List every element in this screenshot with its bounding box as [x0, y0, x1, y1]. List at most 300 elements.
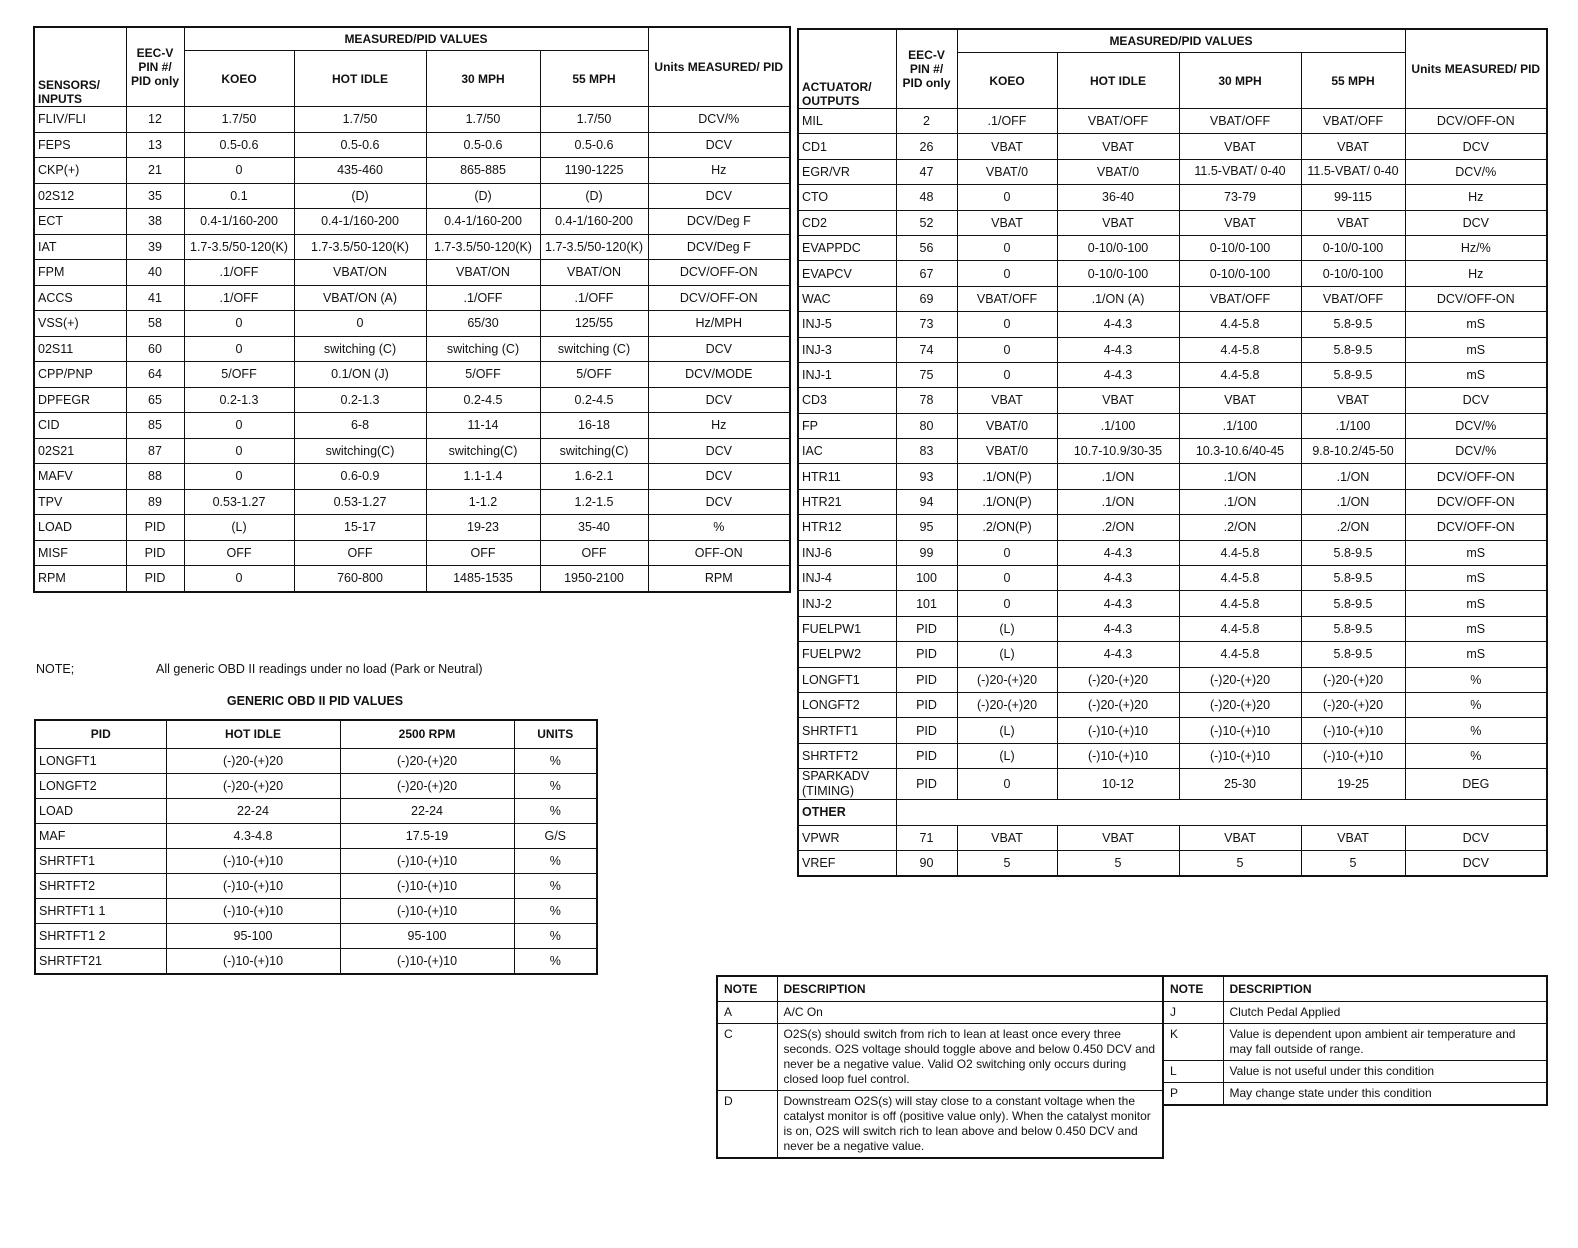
sensor-value: 760-800	[294, 566, 426, 592]
actuator-value: 5.8-9.5	[1301, 337, 1405, 362]
sensor-value: switching (C)	[540, 336, 648, 362]
actuator-value: VBAT/0	[1057, 159, 1179, 184]
actuator-value: VBAT	[1057, 388, 1179, 413]
actuator-value: 4-4.3	[1057, 540, 1179, 565]
actuator-value: 5.8-9.5	[1301, 642, 1405, 667]
actuator-value: 4-4.3	[1057, 337, 1179, 362]
actuator-value: 0	[957, 769, 1057, 800]
note-row	[1163, 1002, 1547, 1024]
actuator-value: 4.4-5.8	[1179, 616, 1301, 641]
table-row	[798, 743, 1547, 768]
sensor-name: 02S11	[34, 336, 126, 362]
actuator-value: VBAT/0	[957, 413, 1057, 438]
actuator-value: (L)	[957, 642, 1057, 667]
actuator-value: 0	[957, 337, 1057, 362]
generic-value: (-)20-(+)20	[166, 773, 340, 798]
sensor-value: 1.7-3.5/50-120(K)	[426, 234, 540, 260]
table-row	[798, 464, 1547, 489]
actuator-value: DCV/OFF-ON	[1405, 515, 1547, 540]
generic-value: %	[514, 848, 597, 873]
generic-pid-name: SHRTFT21	[35, 948, 166, 974]
table-row	[35, 848, 597, 873]
actuator-value: 10-12	[1057, 769, 1179, 800]
actuators-header-units: Units MEASURED/ PID	[1405, 29, 1547, 109]
actuator-value: 5.8-9.5	[1301, 616, 1405, 641]
actuator-value: (-)10-(+)10	[1057, 743, 1179, 768]
sensor-value: 1485-1535	[426, 566, 540, 592]
table-row	[798, 159, 1547, 184]
generic-value: %	[514, 773, 597, 798]
generic-value: %	[514, 948, 597, 974]
table-row	[35, 898, 597, 923]
actuator-value: Hz	[1405, 261, 1547, 286]
actuator-name: INJ-3	[798, 337, 896, 362]
sensor-value: 0.53-1.27	[184, 489, 294, 515]
actuator-value: DCV/OFF-ON	[1405, 464, 1547, 489]
actuator-value: 48	[896, 185, 957, 210]
sensor-value: 1.6-2.1	[540, 464, 648, 490]
actuator-name: SHRTFT1	[798, 718, 896, 743]
actuator-name: EVAPPDC	[798, 235, 896, 260]
actuator-value: %	[1405, 743, 1547, 768]
notes-table-right	[1162, 975, 1548, 1106]
sensor-value: 85	[126, 413, 184, 439]
sensor-value: 40	[126, 260, 184, 286]
generic-value: 95-100	[166, 923, 340, 948]
sensors-header-group: MEASURED/PID VALUES	[184, 27, 648, 51]
sensor-value: DCV/%	[648, 107, 790, 133]
sensor-value: (L)	[184, 515, 294, 541]
sensor-value: PID	[126, 566, 184, 592]
actuator-value: %	[1405, 718, 1547, 743]
note-row	[1163, 1083, 1547, 1106]
actuator-value: DCV/%	[1405, 439, 1547, 464]
note-description: Value is dependent upon ambient air temperature and may fall outside of range.	[1223, 1024, 1547, 1061]
table-row	[798, 109, 1547, 134]
generic-value: %	[514, 898, 597, 923]
sensor-name: MISF	[34, 540, 126, 566]
actuators-header-pin: EEC-V PIN #/ PID only	[896, 29, 957, 109]
actuator-value: DCV/OFF-ON	[1405, 286, 1547, 311]
actuator-value: mS	[1405, 362, 1547, 387]
sensor-value: 12	[126, 107, 184, 133]
table-row	[798, 362, 1547, 387]
sensor-value: DCV/OFF-ON	[648, 285, 790, 311]
actuator-value: 4.4-5.8	[1179, 566, 1301, 591]
actuator-value: (-)10-(+)10	[1301, 743, 1405, 768]
notes-left-header-note: NOTE	[717, 976, 777, 1002]
sensor-value: switching(C)	[426, 438, 540, 464]
table-row	[798, 185, 1547, 210]
table-row	[798, 540, 1547, 565]
generic-value: 22-24	[340, 798, 514, 823]
actuator-value: 10.7-10.9/30-35	[1057, 439, 1179, 464]
actuator-value: 5.8-9.5	[1301, 362, 1405, 387]
table-row	[798, 616, 1547, 641]
generic-header-row	[35, 720, 597, 748]
sensor-value: .1/OFF	[184, 285, 294, 311]
table-row	[35, 748, 597, 773]
actuator-value: mS	[1405, 312, 1547, 337]
sensor-value: .1/OFF	[540, 285, 648, 311]
actuator-value: 0	[957, 540, 1057, 565]
actuator-value: 4-4.3	[1057, 362, 1179, 387]
actuator-value: 75	[896, 362, 957, 387]
actuator-value: VBAT	[1301, 134, 1405, 159]
table-row	[798, 591, 1547, 616]
table-row	[34, 540, 790, 566]
note-description: O2S(s) should switch from rich to lean at least once every three seconds. O2S voltage should toggle above and below 0.450 DCV and never be a negative value. Valid O2 switching only occurs during closed loop fuel control.	[777, 1024, 1163, 1091]
note-description: May change state under this condition	[1223, 1083, 1547, 1106]
sensor-value: 0.2-4.5	[540, 387, 648, 413]
sensor-value: 0	[294, 311, 426, 337]
actuator-value: 0	[957, 312, 1057, 337]
sensor-value: 1-1.2	[426, 489, 540, 515]
note-description: Value is not useful under this condition	[1223, 1061, 1547, 1083]
sensor-value: 0.4-1/160-200	[426, 209, 540, 235]
actuator-value: .1/OFF	[957, 109, 1057, 134]
generic-value: (-)20-(+)20	[166, 748, 340, 773]
sensor-value: 38	[126, 209, 184, 235]
table-row	[34, 107, 790, 133]
actuator-value: .1/100	[1057, 413, 1179, 438]
actuator-value: PID	[896, 718, 957, 743]
actuator-value: (-)10-(+)10	[1057, 718, 1179, 743]
sensor-name: TPV	[34, 489, 126, 515]
actuator-name: EVAPCV	[798, 261, 896, 286]
actuator-value: DCV	[1405, 825, 1547, 850]
table-row	[34, 387, 790, 413]
generic-value: (-)10-(+)10	[166, 848, 340, 873]
actuator-value: 99-115	[1301, 185, 1405, 210]
table-row	[34, 132, 790, 158]
sensor-value: DCV/OFF-ON	[648, 260, 790, 286]
sensor-value: 0.1/ON (J)	[294, 362, 426, 388]
actuator-value: PID	[896, 769, 957, 800]
actuator-value: (L)	[957, 743, 1057, 768]
actuator-value: 4-4.3	[1057, 312, 1179, 337]
generic-value: (-)10-(+)10	[166, 948, 340, 974]
actuator-name: INJ-5	[798, 312, 896, 337]
actuator-value: 9.8-10.2/45-50	[1301, 439, 1405, 464]
table-row	[798, 261, 1547, 286]
note-description: Clutch Pedal Applied	[1223, 1002, 1547, 1024]
sensor-name: RPM	[34, 566, 126, 592]
table-row	[798, 413, 1547, 438]
sensor-value: VBAT/ON	[294, 260, 426, 286]
sensor-value: (D)	[426, 183, 540, 209]
sensor-value: 865-885	[426, 158, 540, 184]
actuator-value: .1/ON	[1057, 489, 1179, 514]
sensor-value: 16-18	[540, 413, 648, 439]
sensor-value: 0.2-1.3	[294, 387, 426, 413]
table-row	[35, 823, 597, 848]
actuator-value: 83	[896, 439, 957, 464]
generic-value: (-)20-(+)20	[340, 748, 514, 773]
actuator-value: VBAT	[957, 134, 1057, 159]
actuator-value: 71	[896, 825, 957, 850]
generic-value: (-)10-(+)10	[166, 898, 340, 923]
actuator-name: INJ-2	[798, 591, 896, 616]
actuator-value: VBAT	[1057, 134, 1179, 159]
sensor-value: 6-8	[294, 413, 426, 439]
sensor-value: 39	[126, 234, 184, 260]
sensor-value: 0.6-0.9	[294, 464, 426, 490]
table-row	[798, 388, 1547, 413]
table-row	[798, 692, 1547, 717]
table-row	[35, 798, 597, 823]
actuator-value: DCV	[1405, 210, 1547, 235]
actuator-name: FP	[798, 413, 896, 438]
actuator-value: 0-10/0-100	[1179, 261, 1301, 286]
actuator-value: 47	[896, 159, 957, 184]
actuator-value: (-)20-(+)20	[1301, 692, 1405, 717]
table-row	[34, 515, 790, 541]
sensor-value: 60	[126, 336, 184, 362]
sensor-value: DCV	[648, 183, 790, 209]
actuators-body	[798, 109, 1547, 877]
actuator-value: 52	[896, 210, 957, 235]
table-row	[798, 515, 1547, 540]
actuator-value: (-)20-(+)20	[1301, 667, 1405, 692]
actuator-value: .1/ON	[1301, 489, 1405, 514]
actuators-header-koeo: KOEO	[957, 53, 1057, 109]
sensor-value: 0.5-0.6	[426, 132, 540, 158]
sensor-value: VBAT/ON	[426, 260, 540, 286]
sensor-value: 125/55	[540, 311, 648, 337]
actuator-value: VBAT	[1057, 825, 1179, 850]
actuator-value: 4.4-5.8	[1179, 642, 1301, 667]
sensor-value: 1.7-3.5/50-120(K)	[294, 234, 426, 260]
sensor-value: DCV/Deg F	[648, 234, 790, 260]
sensor-value: DCV	[648, 438, 790, 464]
actuator-value: mS	[1405, 337, 1547, 362]
sensor-value: switching(C)	[540, 438, 648, 464]
sensor-name: CID	[34, 413, 126, 439]
sensor-value: 0	[184, 438, 294, 464]
sensor-value: 65	[126, 387, 184, 413]
note-code: D	[717, 1091, 777, 1159]
sensor-name: LOAD	[34, 515, 126, 541]
table-row	[798, 667, 1547, 692]
actuator-value: VBAT	[1179, 825, 1301, 850]
sensors-header-inputs: SENSORS/ INPUTS	[34, 27, 126, 107]
actuator-name: WAC	[798, 286, 896, 311]
sensor-value: Hz/MPH	[648, 311, 790, 337]
sensor-value: 1.7/50	[294, 107, 426, 133]
actuator-value: 0	[957, 235, 1057, 260]
sensor-value: 19-23	[426, 515, 540, 541]
actuator-value: .1/ON(P)	[957, 489, 1057, 514]
sensor-value: .1/OFF	[184, 260, 294, 286]
generic-pid-name: LONGFT1	[35, 748, 166, 773]
actuator-name: HTR11	[798, 464, 896, 489]
actuator-value: 0	[957, 566, 1057, 591]
actuator-value: mS	[1405, 591, 1547, 616]
actuator-value: VBAT	[957, 388, 1057, 413]
actuator-name: VPWR	[798, 825, 896, 850]
sensor-value: switching (C)	[426, 336, 540, 362]
actuator-value: .2/ON	[1301, 515, 1405, 540]
actuator-value: PID	[896, 667, 957, 692]
actuator-value: 0	[957, 591, 1057, 616]
sensor-value: switching(C)	[294, 438, 426, 464]
actuator-value: mS	[1405, 566, 1547, 591]
table-row	[35, 773, 597, 798]
actuator-name: SPARKADV (TIMING)	[798, 769, 896, 800]
generic-value: %	[514, 923, 597, 948]
actuator-value: (L)	[957, 616, 1057, 641]
sensor-value: 0.5-0.6	[294, 132, 426, 158]
actuator-value: 74	[896, 337, 957, 362]
actuator-value: 11.5-VBAT/ 0-40	[1179, 159, 1301, 184]
sensor-value: 1.7/50	[426, 107, 540, 133]
sensor-value: .1/OFF	[426, 285, 540, 311]
sensor-name: ECT	[34, 209, 126, 235]
actuator-value: (-)20-(+)20	[957, 667, 1057, 692]
other-section-label: OTHER	[798, 800, 896, 825]
generic-value: (-)10-(+)10	[340, 848, 514, 873]
actuator-value: 78	[896, 388, 957, 413]
notes-table-left	[716, 975, 1164, 1159]
actuator-value: DCV/OFF-ON	[1405, 109, 1547, 134]
sensors-body	[34, 107, 790, 592]
actuator-value: mS	[1405, 616, 1547, 641]
actuators-header-30mph: 30 MPH	[1179, 53, 1301, 109]
note-row	[1163, 1024, 1547, 1061]
sensor-value: 5/OFF	[540, 362, 648, 388]
sensor-value: 65/30	[426, 311, 540, 337]
sensor-value: PID	[126, 540, 184, 566]
actuator-name: CD2	[798, 210, 896, 235]
actuator-value: 19-25	[1301, 769, 1405, 800]
actuator-value: %	[1405, 667, 1547, 692]
sensor-name: FPM	[34, 260, 126, 286]
actuator-value: VBAT	[1179, 210, 1301, 235]
actuator-value: Hz	[1405, 185, 1547, 210]
actuator-value: 0-10/0-100	[1179, 235, 1301, 260]
actuator-value: 4-4.3	[1057, 642, 1179, 667]
sensors-header-koeo: KOEO	[184, 51, 294, 107]
actuator-value: 0-10/0-100	[1057, 235, 1179, 260]
sensor-value: 58	[126, 311, 184, 337]
table-row	[798, 337, 1547, 362]
sensor-name: MAFV	[34, 464, 126, 490]
sensor-value: 0	[184, 566, 294, 592]
actuator-value: 0-10/0-100	[1057, 261, 1179, 286]
actuator-value: DEG	[1405, 769, 1547, 800]
actuator-value: 10.3-10.6/40-45	[1179, 439, 1301, 464]
actuator-name: HTR21	[798, 489, 896, 514]
table-row	[798, 566, 1547, 591]
actuator-value: 26	[896, 134, 957, 159]
sensor-value: DCV/MODE	[648, 362, 790, 388]
sensor-value: 5/OFF	[184, 362, 294, 388]
table-row	[34, 362, 790, 388]
sensor-value: 5/OFF	[426, 362, 540, 388]
actuator-value: 2	[896, 109, 957, 134]
sensor-value: 0.5-0.6	[184, 132, 294, 158]
sensor-value: 0.53-1.27	[294, 489, 426, 515]
actuator-value: VBAT/OFF	[1179, 109, 1301, 134]
actuator-value: VBAT	[1301, 210, 1405, 235]
sensor-value: 1.2-1.5	[540, 489, 648, 515]
sensor-value: (D)	[540, 183, 648, 209]
actuator-value: VBAT	[1179, 134, 1301, 159]
table-row	[798, 439, 1547, 464]
sensor-value: 1190-1225	[540, 158, 648, 184]
actuator-value: VBAT	[1301, 825, 1405, 850]
actuator-value: 5.8-9.5	[1301, 312, 1405, 337]
actuator-value: .1/ON(P)	[957, 464, 1057, 489]
actuator-value: .1/100	[1179, 413, 1301, 438]
table-row	[798, 769, 1547, 800]
actuator-value: 4.4-5.8	[1179, 312, 1301, 337]
actuator-value: 69	[896, 286, 957, 311]
actuator-value: 4.4-5.8	[1179, 591, 1301, 616]
actuator-value: 4.4-5.8	[1179, 337, 1301, 362]
actuator-value: 5	[1179, 850, 1301, 876]
actuator-value: (-)10-(+)10	[1301, 718, 1405, 743]
actuator-value: 5.8-9.5	[1301, 540, 1405, 565]
actuator-value: 25-30	[1179, 769, 1301, 800]
sensor-value: 11-14	[426, 413, 540, 439]
actuator-value: 5	[1057, 850, 1179, 876]
actuator-value: (-)20-(+)20	[1179, 667, 1301, 692]
table-row	[34, 311, 790, 337]
actuator-value: 0	[957, 362, 1057, 387]
note-code: L	[1163, 1061, 1223, 1083]
other-section-blank	[896, 800, 1547, 825]
actuator-name: INJ-1	[798, 362, 896, 387]
generic-pid-name: SHRTFT1 2	[35, 923, 166, 948]
sensor-value: 0.1	[184, 183, 294, 209]
actuator-value: DCV/OFF-ON	[1405, 489, 1547, 514]
actuators-header-hot-idle: HOT IDLE	[1057, 53, 1179, 109]
sensor-value: 89	[126, 489, 184, 515]
sensor-value: 0.5-0.6	[540, 132, 648, 158]
actuator-value: DCV	[1405, 134, 1547, 159]
generic-value: %	[514, 748, 597, 773]
sensor-value: 64	[126, 362, 184, 388]
actuator-value: (-)20-(+)20	[957, 692, 1057, 717]
actuator-value: 73-79	[1179, 185, 1301, 210]
actuator-value: VBAT/OFF	[1301, 109, 1405, 134]
actuator-value: (-)20-(+)20	[1057, 667, 1179, 692]
actuator-value: DCV	[1405, 850, 1547, 876]
actuator-value: (-)20-(+)20	[1057, 692, 1179, 717]
table-row	[34, 438, 790, 464]
generic-value: 4.3-4.8	[166, 823, 340, 848]
actuator-value: 93	[896, 464, 957, 489]
table-row	[34, 183, 790, 209]
actuator-value: VBAT/OFF	[1057, 109, 1179, 134]
note-code: C	[717, 1024, 777, 1091]
sensor-value: OFF	[426, 540, 540, 566]
actuator-value: .2/ON	[1179, 515, 1301, 540]
actuator-value: (L)	[957, 718, 1057, 743]
generic-value: (-)10-(+)10	[166, 873, 340, 898]
actuator-value: PID	[896, 616, 957, 641]
sensor-value: 87	[126, 438, 184, 464]
actuator-value: PID	[896, 692, 957, 717]
sensors-header-hot-idle: HOT IDLE	[294, 51, 426, 107]
actuator-value: VBAT	[957, 210, 1057, 235]
sensor-value: 1.7/50	[184, 107, 294, 133]
actuator-name: EGR/VR	[798, 159, 896, 184]
actuator-value: 11.5-VBAT/ 0-40	[1301, 159, 1405, 184]
actuator-value: mS	[1405, 642, 1547, 667]
